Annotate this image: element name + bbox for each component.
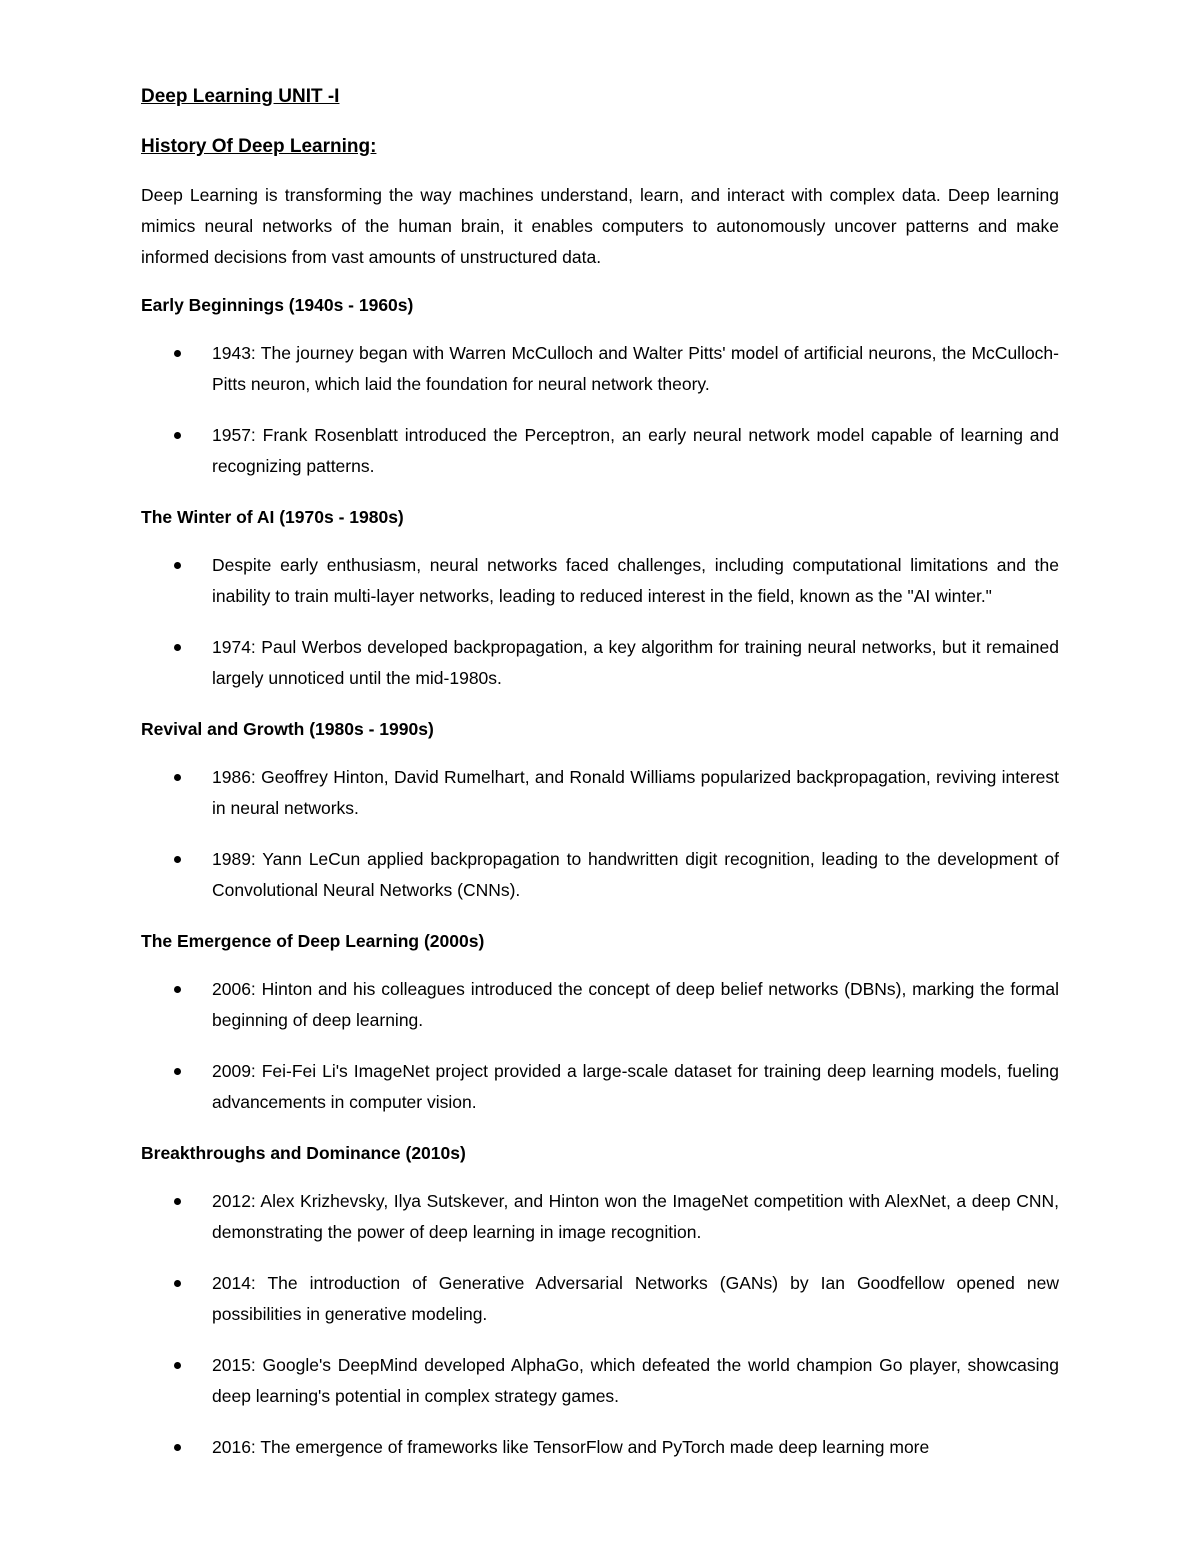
bullet-icon: [174, 1280, 181, 1287]
item-year: 2014:: [212, 1273, 256, 1293]
bullet-icon: [174, 1444, 181, 1451]
item-year: 2006:: [212, 979, 256, 999]
item-text: The journey began with Warren McCulloch and Walter Pitts' model of artificial neurons, the McCulloch-Pitts neuron, which laid the foundation for neural network theory.: [212, 343, 1059, 394]
bullet-icon: [174, 350, 181, 357]
section-heading-early-beginnings: Early Beginnings (1940s - 1960s): [141, 295, 414, 315]
document-subtitle: History Of Deep Learning:: [141, 136, 377, 157]
bullet-list: [141, 974, 1059, 1118]
list-item: [141, 420, 1059, 482]
section-heading-emergence: The Emergence of Deep Learning (2000s): [141, 931, 485, 951]
item-text: Fei-Fei Li's ImageNet project provided a large-scale dataset for training deep learning models, fueling advancements in computer vision.: [212, 1061, 1059, 1112]
intro-paragraph: Deep Learning is transforming the way machines understand, learn, and interact with complex data. Deep learning mimics neural networks of the human brain, it enables computers to autonomously uncover patterns and make informed decisions from vast amounts of unstructured data.: [141, 185, 1059, 267]
item-text: Despite early enthusiasm, neural networks faced challenges, including computational limitations and the inability to train multi-layer networks, leading to reduced interest in the field, known as the "AI winter.": [212, 555, 1059, 606]
section-heading-breakthroughs: Breakthroughs and Dominance (2010s): [141, 1143, 466, 1163]
item-text: Google's DeepMind developed AlphaGo, which defeated the world champion Go player, showcasing deep learning's potential in complex strategy games.: [212, 1355, 1059, 1406]
section-heading-revival-growth: Revival and Growth (1980s - 1990s): [141, 719, 434, 739]
section-heading-ai-winter: The Winter of AI (1970s - 1980s): [141, 507, 404, 527]
item-year: 1974:: [212, 637, 256, 657]
item-year: 2009:: [212, 1061, 256, 1081]
bullet-icon: [174, 1198, 181, 1205]
bullet-icon: [174, 644, 181, 651]
item-year: 1986:: [212, 767, 256, 787]
list-item: [141, 1350, 1059, 1412]
bullet-list: [141, 550, 1059, 694]
item-text: Yann LeCun applied backpropagation to handwritten digit recognition, leading to the development of Convolutional Neural Networks (CNNs).: [212, 849, 1059, 900]
list-item: [141, 844, 1059, 906]
bullet-icon: [174, 1068, 181, 1075]
bullet-icon: [174, 432, 181, 439]
item-text: Paul Werbos developed backpropagation, a key algorithm for training neural networks, but it remained largely unnoticed until the mid-1980s.: [212, 637, 1059, 688]
bullet-icon: [174, 986, 181, 993]
item-text: The emergence of frameworks like TensorFlow and PyTorch made deep learning more: [255, 1437, 930, 1457]
bullet-icon: [174, 1362, 181, 1369]
list-item: [141, 762, 1059, 824]
list-item: [141, 632, 1059, 694]
list-item: [141, 338, 1059, 400]
item-text: The introduction of Generative Adversarial Networks (GANs) by Ian Goodfellow opened new possibilities in generative modeling.: [212, 1273, 1059, 1324]
list-item: [141, 550, 1059, 612]
item-year: 1943:: [212, 343, 256, 363]
bullet-list: [141, 338, 1059, 482]
item-year: 1957:: [212, 425, 256, 445]
item-year: 2015:: [212, 1355, 256, 1375]
bullet-list: [141, 762, 1059, 906]
item-year: 1989:: [212, 849, 256, 869]
bullet-icon: [174, 856, 181, 863]
item-year: 2016:: [212, 1437, 256, 1457]
item-text: Frank Rosenblatt introduced the Perceptron, an early neural network model capable of learning and recognizing patterns.: [212, 425, 1059, 476]
document-page: [141, 82, 1059, 1463]
bullet-icon: [174, 562, 181, 569]
item-text: Geoffrey Hinton, David Rumelhart, and Ronald Williams popularized backpropagation, reviving interest in neural networks.: [212, 767, 1059, 818]
document-title: Deep Learning UNIT -I: [141, 86, 340, 107]
list-item: [141, 1186, 1059, 1248]
list-item: [141, 1432, 1059, 1463]
item-text: Alex Krizhevsky, Ilya Sutskever, and Hinton won the ImageNet competition with AlexNet, a deep CNN, demonstrating the power of deep learning in image recognition.: [212, 1191, 1059, 1242]
bullet-icon: [174, 774, 181, 781]
item-text: Hinton and his colleagues introduced the concept of deep belief networks (DBNs), marking the formal beginning of deep learning.: [212, 979, 1059, 1030]
list-item: [141, 974, 1059, 1036]
item-year: 2012:: [212, 1191, 256, 1211]
list-item: [141, 1268, 1059, 1330]
list-item: [141, 1056, 1059, 1118]
bullet-list: [141, 1186, 1059, 1463]
